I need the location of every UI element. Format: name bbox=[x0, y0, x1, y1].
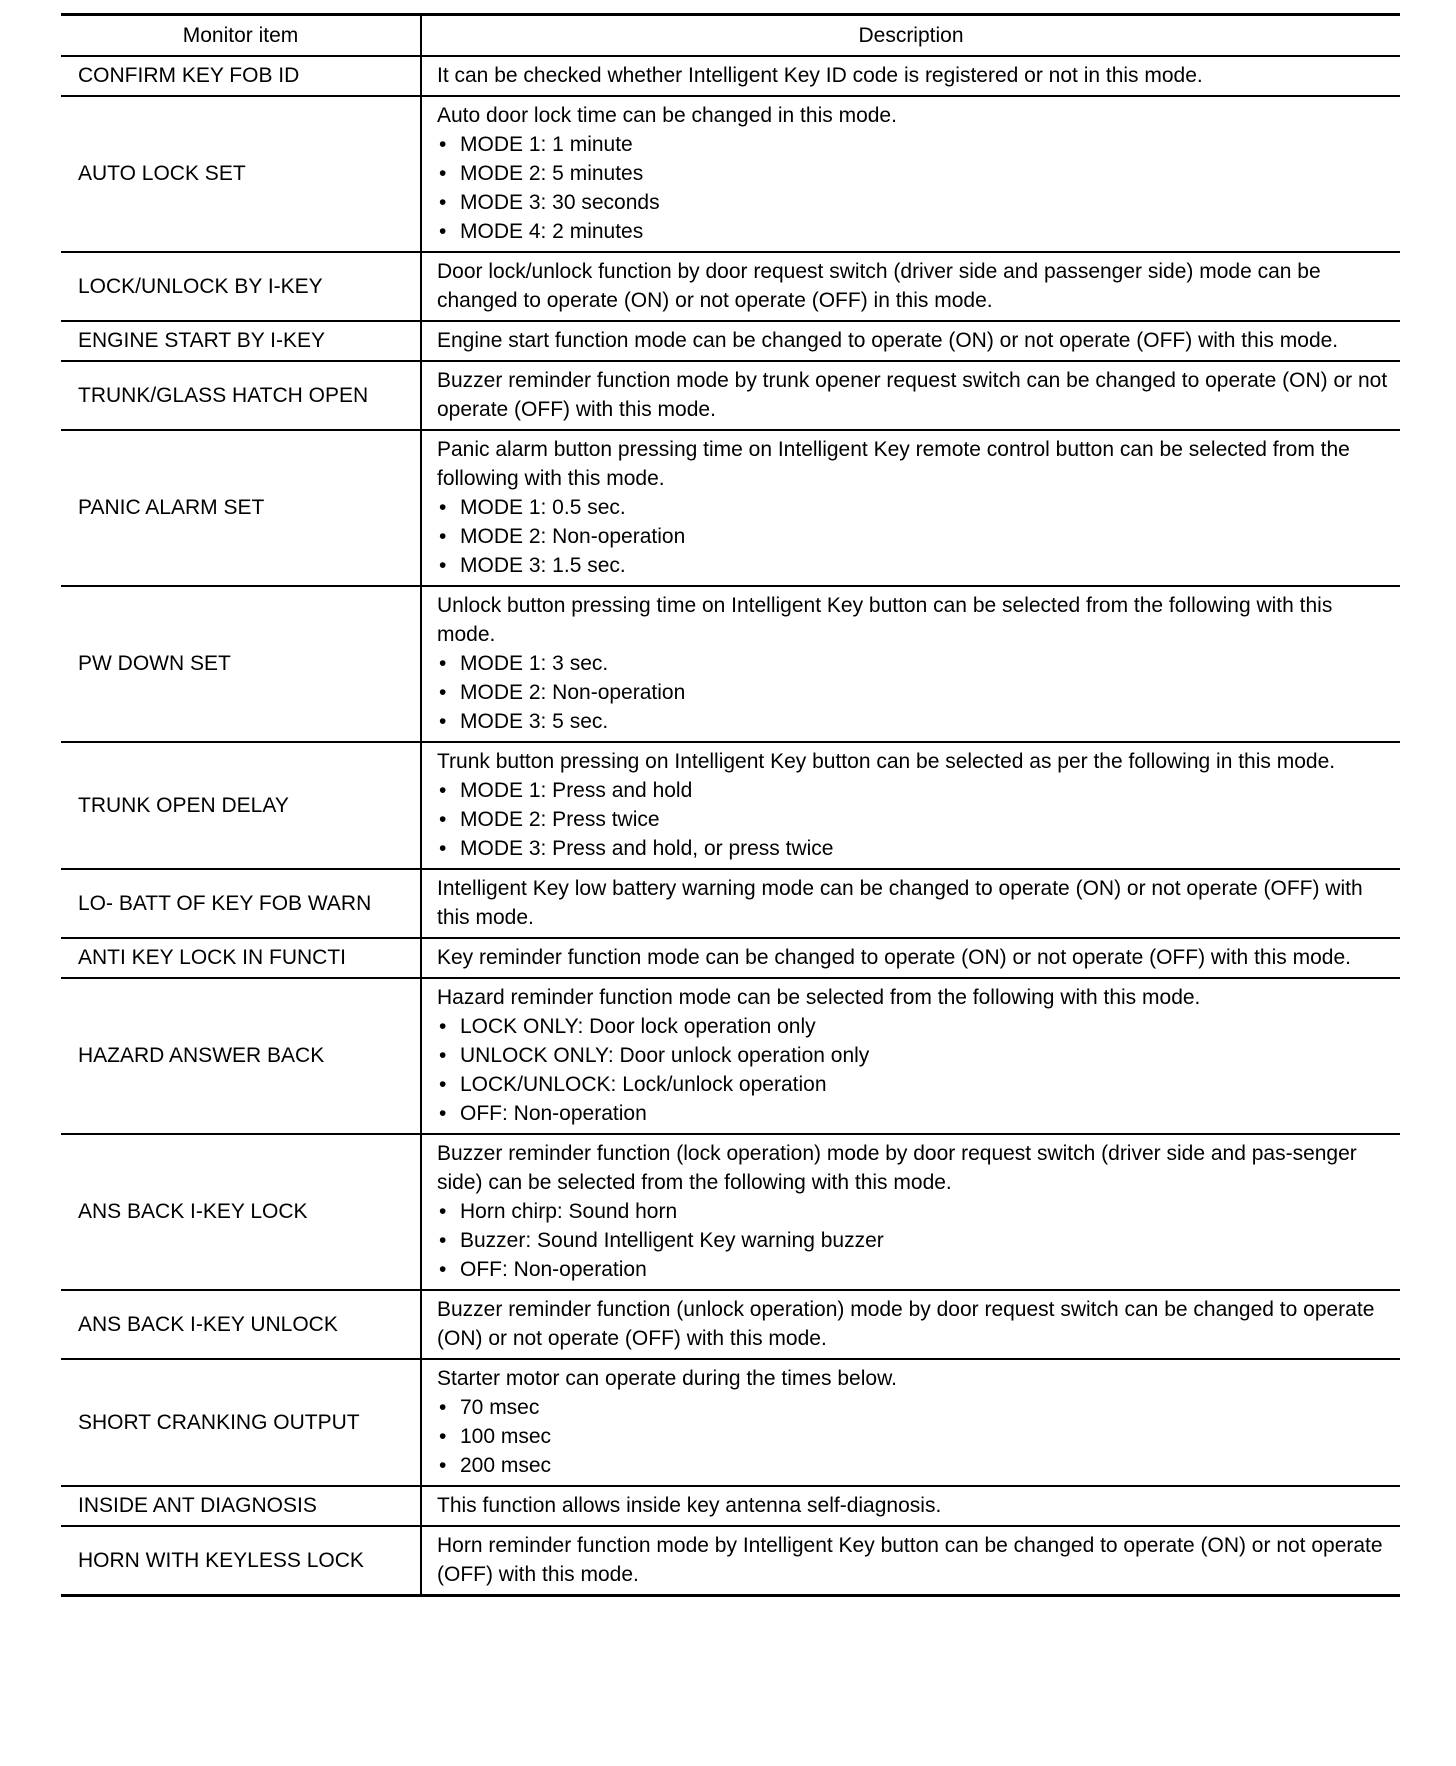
description-text: Buzzer reminder function (unlock operation) mode by door request switch can be changed to operate (ON) or not operate (OFF) with this mode. bbox=[437, 1298, 1375, 1350]
table-row bbox=[61, 96, 1400, 252]
bullet-list bbox=[437, 1012, 1390, 1128]
bullet-list bbox=[437, 493, 1390, 580]
bullet-item: • MODE 1: 3 sec. bbox=[437, 649, 1390, 678]
description-cell bbox=[421, 56, 1400, 96]
bullet-list bbox=[437, 776, 1390, 863]
monitor-item-cell: SHORT CRANKING OUTPUT bbox=[61, 1359, 421, 1486]
header-monitor-item: Monitor item bbox=[61, 15, 421, 57]
description-text: Horn reminder function mode by Intelligent Key button can be changed to operate (ON) or not operate (OFF) with this mode. bbox=[437, 1534, 1383, 1586]
bullet-item: • MODE 2: Press twice bbox=[437, 805, 1390, 834]
description-text: This function allows inside key antenna self-diagnosis. bbox=[437, 1494, 942, 1517]
table-row bbox=[61, 252, 1400, 321]
bullet-item: • MODE 3: Press and hold, or press twice bbox=[437, 834, 1390, 863]
bullet-item: • MODE 3: 30 seconds bbox=[437, 188, 1390, 217]
table-row bbox=[61, 1290, 1400, 1359]
bullet-item: • OFF: Non-operation bbox=[437, 1099, 1390, 1128]
table-row bbox=[61, 1134, 1400, 1290]
monitor-item-table bbox=[61, 13, 1400, 1597]
monitor-item-cell: PANIC ALARM SET bbox=[61, 430, 421, 586]
description-text: Door lock/unlock function by door request switch (driver side and passenger side) mode can be changed to operate (ON) or not operate (OFF) in this mode. bbox=[437, 260, 1321, 312]
description-cell bbox=[421, 1359, 1400, 1486]
table-body bbox=[61, 56, 1400, 1596]
bullet-list bbox=[437, 130, 1390, 246]
description-cell bbox=[421, 1290, 1400, 1359]
bullet-list bbox=[437, 649, 1390, 736]
description-text: Auto door lock time can be changed in this mode. bbox=[437, 104, 897, 127]
table-row bbox=[61, 869, 1400, 938]
monitor-item-cell: LOCK/UNLOCK BY I-KEY bbox=[61, 252, 421, 321]
description-text: Hazard reminder function mode can be selected from the following with this mode. bbox=[437, 986, 1201, 1009]
description-text: Key reminder function mode can be changed to operate (ON) or not operate (OFF) with this mode. bbox=[437, 946, 1351, 969]
header-row bbox=[61, 15, 1400, 57]
table-row bbox=[61, 361, 1400, 430]
description-cell bbox=[421, 1134, 1400, 1290]
description-cell bbox=[421, 321, 1400, 361]
table-row bbox=[61, 56, 1400, 96]
description-cell bbox=[421, 742, 1400, 869]
monitor-item-cell: ENGINE START BY I-KEY bbox=[61, 321, 421, 361]
bullet-item: • MODE 1: 0.5 sec. bbox=[437, 493, 1390, 522]
description-cell bbox=[421, 252, 1400, 321]
header-description: Description bbox=[858, 23, 964, 47]
description-cell bbox=[421, 586, 1400, 742]
description-text: Buzzer reminder function (lock operation) mode by door request switch (driver side and pas-senger side) can be selected from the following with this mode. bbox=[437, 1142, 1357, 1194]
table-row bbox=[61, 938, 1400, 978]
description-cell bbox=[421, 96, 1400, 252]
description-text: Unlock button pressing time on Intelligent Key button can be selected from the following with this mode. bbox=[437, 594, 1333, 646]
description-cell bbox=[421, 978, 1400, 1134]
bullet-item: • Buzzer: Sound Intelligent Key warning buzzer bbox=[437, 1226, 1390, 1255]
bullet-item: • MODE 3: 1.5 sec. bbox=[437, 551, 1390, 580]
bullet-item: • 100 msec bbox=[437, 1422, 1390, 1451]
table-row bbox=[61, 1486, 1400, 1526]
description-text: Engine start function mode can be changed to operate (ON) or not operate (OFF) with this mode. bbox=[437, 329, 1339, 352]
monitor-item-cell: LO- BATT OF KEY FOB WARN bbox=[61, 869, 421, 938]
monitor-item-cell: AUTO LOCK SET bbox=[61, 96, 421, 252]
description-text: Starter motor can operate during the times below. bbox=[437, 1367, 897, 1390]
monitor-item-cell: TRUNK/GLASS HATCH OPEN bbox=[61, 361, 421, 430]
description-text: It can be checked whether Intelligent Key ID code is registered or not in this mode. bbox=[437, 64, 1203, 87]
monitor-item-cell: ANS BACK I-KEY UNLOCK bbox=[61, 1290, 421, 1359]
bullet-item: • MODE 2: 5 minutes bbox=[437, 159, 1390, 188]
bullet-list bbox=[437, 1197, 1390, 1284]
bullet-item: • MODE 1: 1 minute bbox=[437, 130, 1390, 159]
table-row bbox=[61, 321, 1400, 361]
description-text: Panic alarm button pressing time on Intelligent Key remote control button can be selected from the following with this mode. bbox=[437, 438, 1350, 490]
bullet-item: • UNLOCK ONLY: Door unlock operation only bbox=[437, 1041, 1390, 1070]
description-text: Intelligent Key low battery warning mode can be changed to operate (ON) or not operate (OFF) with this mode. bbox=[437, 877, 1363, 929]
table-row bbox=[61, 742, 1400, 869]
monitor-item-cell: INSIDE ANT DIAGNOSIS bbox=[61, 1486, 421, 1526]
bullet-item: • MODE 2: Non-operation bbox=[437, 678, 1390, 707]
monitor-item-cell: TRUNK OPEN DELAY bbox=[61, 742, 421, 869]
monitor-item-cell: PW DOWN SET bbox=[61, 586, 421, 742]
monitor-item-cell: CONFIRM KEY FOB ID bbox=[61, 56, 421, 96]
table-row bbox=[61, 586, 1400, 742]
monitor-item-cell: HORN WITH KEYLESS LOCK bbox=[61, 1526, 421, 1596]
bullet-item: • LOCK ONLY: Door lock operation only bbox=[437, 1012, 1390, 1041]
bullet-item: • LOCK/UNLOCK: Lock/unlock operation bbox=[437, 1070, 1390, 1099]
table-row bbox=[61, 1359, 1400, 1486]
bullet-item: • 70 msec bbox=[437, 1393, 1390, 1422]
description-cell bbox=[421, 869, 1400, 938]
monitor-item-cell: ANTI KEY LOCK IN FUNCTI bbox=[61, 938, 421, 978]
description-cell bbox=[421, 361, 1400, 430]
monitor-item-cell: ANS BACK I-KEY LOCK bbox=[61, 1134, 421, 1290]
monitor-item-cell: HAZARD ANSWER BACK bbox=[61, 978, 421, 1134]
bullet-item: • MODE 3: 5 sec. bbox=[437, 707, 1390, 736]
description-cell bbox=[421, 938, 1400, 978]
description-cell bbox=[421, 1526, 1400, 1596]
table-header bbox=[61, 15, 1400, 57]
table-row bbox=[61, 1526, 1400, 1596]
table-row bbox=[61, 978, 1400, 1134]
bullet-item: • OFF: Non-operation bbox=[437, 1255, 1390, 1284]
bullet-list bbox=[437, 1393, 1390, 1480]
bullet-item: • 200 msec bbox=[437, 1451, 1390, 1480]
table-row bbox=[61, 430, 1400, 586]
bullet-item: • MODE 1: Press and hold bbox=[437, 776, 1390, 805]
description-cell bbox=[421, 1486, 1400, 1526]
description-cell bbox=[421, 430, 1400, 586]
bullet-item: • Horn chirp: Sound horn bbox=[437, 1197, 1390, 1226]
description-text: Trunk button pressing on Intelligent Key button can be selected as per the following in this mode. bbox=[437, 750, 1336, 773]
bullet-item: • MODE 4: 2 minutes bbox=[437, 217, 1390, 246]
bullet-item: • MODE 2: Non-operation bbox=[437, 522, 1390, 551]
description-text: Buzzer reminder function mode by trunk opener request switch can be changed to operate (ON) or not operate (OFF) with this mode. bbox=[437, 369, 1388, 421]
